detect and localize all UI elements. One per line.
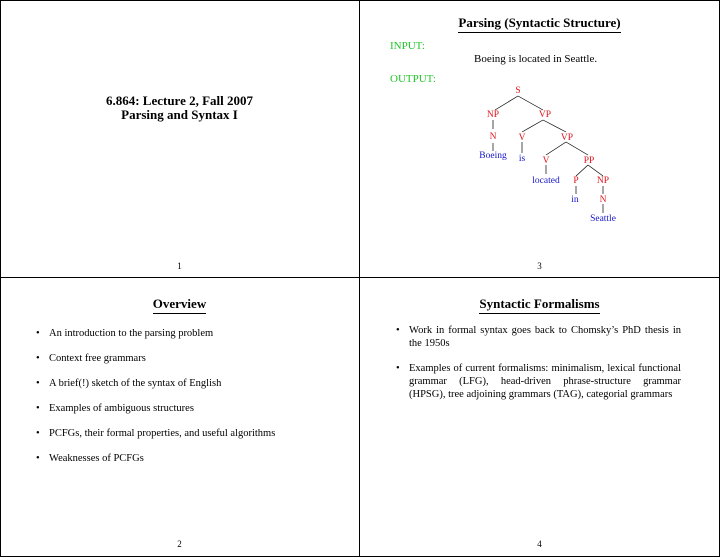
- bullet-icon: •: [36, 328, 40, 339]
- word-boeing: Boeing: [479, 151, 507, 161]
- node-n: N: [489, 132, 497, 142]
- word-seattle: Seattle: [590, 214, 616, 224]
- input-sentence: Boeing is located in Seattle.: [474, 53, 598, 65]
- bullet-icon: •: [396, 325, 400, 336]
- node-pp: PP: [583, 156, 595, 166]
- slide-title-text: Overview: [153, 296, 206, 314]
- list-item: [396, 362, 681, 401]
- list-item-text: Examples of ambiguous structures: [49, 403, 194, 414]
- slide-2: [0, 278, 359, 555]
- node-p: P: [573, 176, 579, 186]
- word-located: located: [532, 176, 560, 186]
- list-item-text: A brief(!) sketch of the syntax of English: [49, 378, 222, 389]
- page-number: 4: [537, 539, 542, 549]
- node-s: S: [515, 86, 521, 96]
- bullet-icon: •: [36, 453, 40, 464]
- node-vp-inner: VP: [560, 133, 574, 143]
- page-number: 2: [177, 539, 182, 549]
- node-v: V: [518, 133, 526, 143]
- slide-4: [360, 278, 719, 555]
- parse-tree: [360, 0, 719, 277]
- bullet-icon: •: [36, 403, 40, 414]
- slide-title: [360, 296, 719, 314]
- page-number: 3: [537, 261, 542, 271]
- slide-title: [0, 296, 359, 314]
- lecture-title: [0, 94, 359, 122]
- bullet-icon: •: [36, 428, 40, 439]
- slide-3: [360, 0, 719, 277]
- node-v-inner: V: [542, 156, 550, 166]
- lecture-title-line1: 6.864: Lecture 2, Fall 2007: [105, 93, 254, 108]
- list-item-text: Work in formal syntax goes back to Chomsky’s PhD thesis in the 1950s: [409, 325, 681, 349]
- lecture-title-line2: Parsing and Syntax I: [121, 107, 238, 122]
- page-number: 1: [177, 261, 182, 271]
- list-item-text: PCFGs, their formal properties, and useful algorithms: [49, 428, 276, 439]
- word-is: is: [518, 154, 526, 164]
- node-np-inner: NP: [596, 176, 610, 186]
- node-np: NP: [486, 110, 500, 120]
- overview-list: [36, 328, 336, 478]
- list-item: [36, 453, 336, 464]
- list-item-text: Weaknesses of PCFGs: [49, 453, 144, 464]
- list-item: [36, 403, 336, 414]
- bullet-icon: •: [36, 378, 40, 389]
- list-item: [36, 428, 336, 439]
- list-item-text: Context free grammars: [49, 353, 146, 364]
- list-item: [36, 328, 336, 339]
- list-item-text: Examples of current formalisms: minimalism, lexical functional grammar (LFG), head-driven phrase-structure grammar (HPSG), tree adjoining grammars (TAG), categorial grammars: [409, 363, 681, 400]
- node-vp: VP: [538, 110, 552, 120]
- slide-1: [0, 0, 359, 277]
- slide-title-text: Syntactic Formalisms: [479, 296, 599, 314]
- output-label: OUTPUT:: [390, 73, 436, 85]
- list-item: [396, 324, 681, 350]
- bullet-icon: •: [396, 363, 400, 374]
- bullet-icon: •: [36, 353, 40, 364]
- input-label: INPUT:: [390, 40, 425, 52]
- list-item-text: An introduction to the parsing problem: [49, 328, 214, 339]
- list-item: [36, 353, 336, 364]
- node-n-inner: N: [599, 195, 607, 205]
- word-in: in: [571, 195, 579, 205]
- slide-title-text: Parsing (Syntactic Structure): [458, 15, 620, 33]
- list-item: [36, 378, 336, 389]
- formalisms-list: [396, 324, 681, 413]
